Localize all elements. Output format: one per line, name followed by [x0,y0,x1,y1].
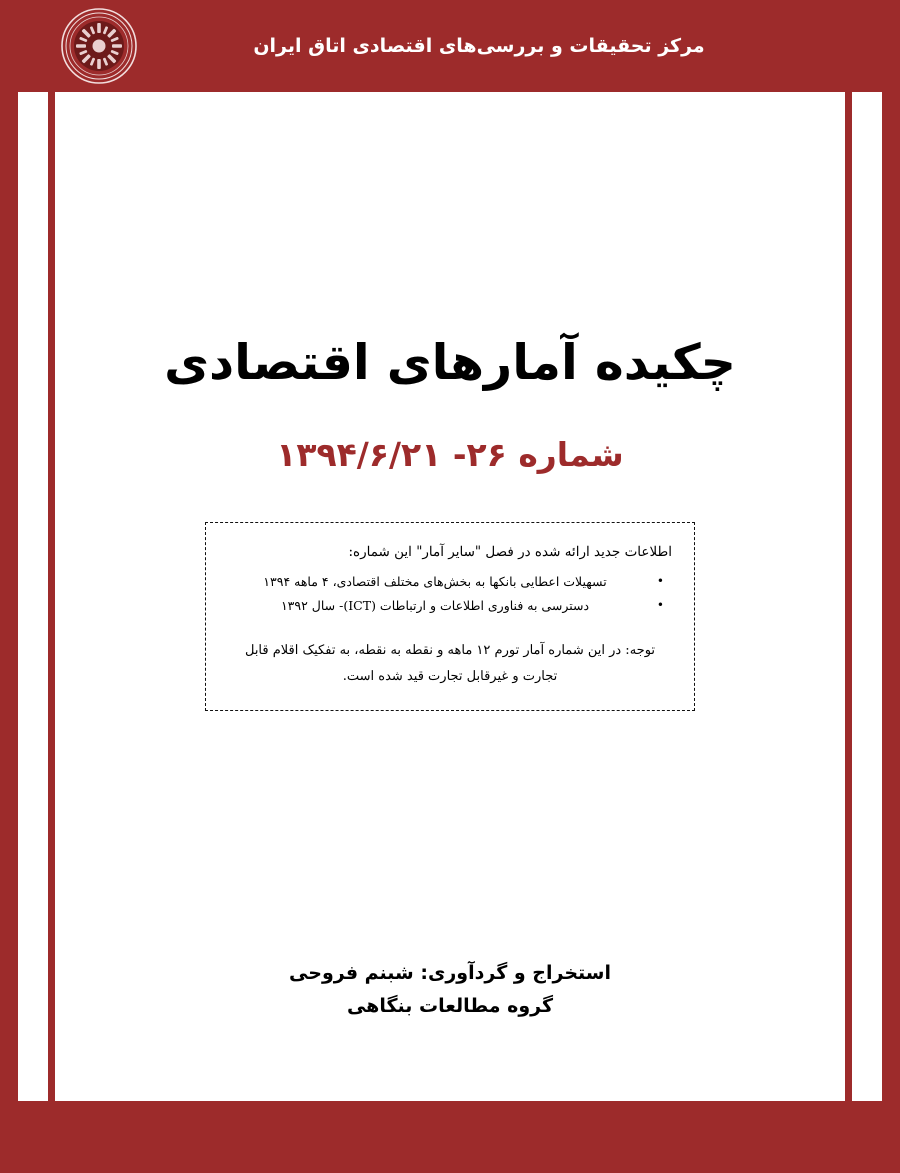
document-body [56,92,844,1101]
page-footer [0,1101,900,1173]
note-heading: اطلاعات جدید ارائه شده در فصل "سایر آمار" این شماره: [348,544,672,561]
list-item-label: دسترسی به فناوری اطلاعات و ارتباطات (ICT)- سال ۱۳۹۲ [280,597,590,613]
chamber-seal-icon [60,7,138,85]
note-warning-text: توجه: در این شماره آمار تورم ۱۲ ماهه و نقطه به نقطه، به تفکیک اقلام قابل تجارت و غیرقابل تجارت قید شده است. [244,642,656,684]
author-department-line: گروه مطالعات بنگاهی [346,994,554,1017]
right-inner-border-bar [845,0,852,1173]
author-name-line: استخراج و گردآوری: شبنم فروحی [289,961,611,984]
left-inner-border-bar [48,0,55,1173]
document-title: چکیده آمارهای اقتصادی [164,334,736,391]
bullet-icon: • [656,597,664,612]
page-header [0,0,900,92]
list-item-label: تسهیلات اعطایی بانکها به بخش‌های مختلف اقتصادی، ۴ ماهه ۱۳۹۴ [263,574,607,590]
new-information-note-box [205,522,695,710]
right-outer-border-bar [882,0,900,1173]
author-credits [289,957,611,1024]
list-item [228,570,672,594]
note-item-list [228,570,672,618]
organization-title: مرکز تحقیقات و بررسی‌های اقتصادی اتاق ایران [253,35,705,57]
left-outer-border-bar [0,0,18,1173]
bullet-icon: • [656,574,664,589]
issue-number-and-date: شماره ۲۶- ۱۳۹۴/۶/۲۱ [276,435,624,475]
list-item [228,594,672,618]
